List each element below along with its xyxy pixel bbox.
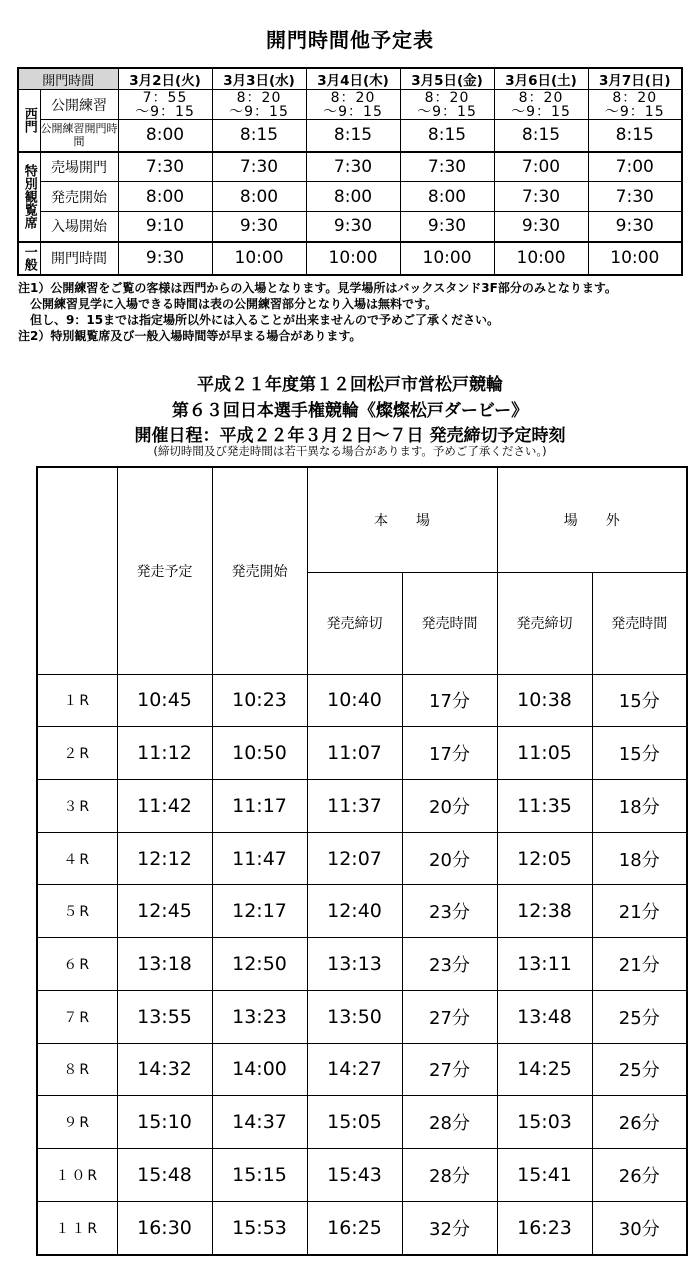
sale-begin-time: 13:23 [212, 990, 307, 1043]
race-label: ４R [37, 832, 117, 885]
main-sale-duration: 23分 [402, 938, 497, 991]
main-sale-duration: 27分 [402, 990, 497, 1043]
corner-label: 開門時間 [18, 68, 118, 90]
row-label: 発売開始 [40, 182, 118, 212]
race-row [37, 885, 687, 938]
main-close-time: 12:40 [307, 885, 402, 938]
race-row [37, 832, 687, 885]
out-close-time: 13:48 [497, 990, 592, 1043]
cell: 10:00 [306, 242, 400, 275]
start-time: 10:45 [117, 674, 212, 727]
date-header: 3月4日(木) [306, 68, 400, 90]
start-time: 16:30 [117, 1201, 212, 1255]
race-label: １１R [37, 1201, 117, 1255]
race-label: ５R [37, 885, 117, 938]
gate-time-row [18, 242, 682, 275]
date-header: 3月5日(金) [400, 68, 494, 90]
main-sale-duration: 17分 [402, 674, 497, 727]
main-close-time: 11:07 [307, 727, 402, 780]
start-time: 15:10 [117, 1096, 212, 1149]
out-close-time: 14:25 [497, 1043, 592, 1096]
out-sale-duration: 18分 [592, 779, 687, 832]
main-close-time: 14:27 [307, 1043, 402, 1096]
note-line: 但し、9：15までは指定場所以外には入ることが出来ませんので予めご了承ください。 [30, 313, 500, 327]
gate-time-table [17, 67, 683, 276]
race-label: １R [37, 674, 117, 727]
start-time: 12:12 [117, 832, 212, 885]
header-out-close: 発売締切 [497, 572, 592, 674]
cell: 9:30 [588, 212, 682, 242]
sale-begin-time: 12:17 [212, 885, 307, 938]
out-close-time: 11:05 [497, 727, 592, 780]
race-label: ８R [37, 1043, 117, 1096]
date-header-row [18, 68, 682, 90]
race-row [37, 1096, 687, 1149]
main-sale-duration: 28分 [402, 1148, 497, 1201]
row-label: 公開練習 [40, 90, 118, 120]
out-close-time: 13:11 [497, 938, 592, 991]
race-row [37, 1148, 687, 1201]
cell: 9:30 [212, 212, 306, 242]
cell: 8：20 ～9：15 [212, 90, 306, 120]
schedule-caveat: (締切時間及び発走時間は若干異なる場合があります。予めご了承ください。) [153, 444, 547, 458]
main-close-time: 12:07 [307, 832, 402, 885]
out-sale-duration: 21分 [592, 885, 687, 938]
header-main-duration: 発売時間 [402, 572, 497, 674]
out-close-time: 15:41 [497, 1148, 592, 1201]
start-time: 14:32 [117, 1043, 212, 1096]
group-label-special: 特別観覧席 [18, 152, 40, 242]
main-close-time: 16:25 [307, 1201, 402, 1255]
out-sale-duration: 25分 [592, 990, 687, 1043]
event-title: 平成２１年度第１２回松戸市営松戸競輪 [197, 375, 503, 395]
header-start: 発走予定 [117, 467, 212, 674]
cell: 8:15 [588, 120, 682, 152]
main-close-time: 10:40 [307, 674, 402, 727]
cell: 8:00 [212, 182, 306, 212]
out-close-time: 16:23 [497, 1201, 592, 1255]
out-sale-duration: 30分 [592, 1201, 687, 1255]
out-close-time: 12:05 [497, 832, 592, 885]
race-row [37, 674, 687, 727]
cell: 10:00 [494, 242, 588, 275]
main-close-time: 11:37 [307, 779, 402, 832]
out-close-time: 10:38 [497, 674, 592, 727]
entry-start-row [18, 212, 682, 242]
cell: 8:15 [306, 120, 400, 152]
cell: 9:10 [118, 212, 212, 242]
out-sale-duration: 26分 [592, 1096, 687, 1149]
event-subtitle: 第６３回日本選手権競輪《燦燦松戸ダービー》 [171, 401, 529, 421]
cell: 7:30 [212, 152, 306, 182]
cell: 9:30 [118, 242, 212, 275]
cell: 7:30 [588, 182, 682, 212]
sale-begin-time: 14:00 [212, 1043, 307, 1096]
cell: 7:30 [400, 152, 494, 182]
race-label: １０R [37, 1148, 117, 1201]
ticket-open-row [18, 152, 682, 182]
cell: 7：55 ～9：15 [118, 90, 212, 120]
cell: 10:00 [212, 242, 306, 275]
date-header: 3月7日(日) [588, 68, 682, 90]
main-sale-duration: 32分 [402, 1201, 497, 1255]
main-sale-duration: 27分 [402, 1043, 497, 1096]
cell: 10:00 [400, 242, 494, 275]
main-close-time: 13:13 [307, 938, 402, 991]
practice-row [18, 90, 682, 120]
cell: 8:00 [118, 120, 212, 152]
header-out-duration: 発売時間 [592, 572, 687, 674]
cell: 8:15 [494, 120, 588, 152]
main-sale-duration: 28分 [402, 1096, 497, 1149]
race-row [37, 938, 687, 991]
out-sale-duration: 21分 [592, 938, 687, 991]
out-sale-duration: 18分 [592, 832, 687, 885]
main-sale-duration: 20分 [402, 779, 497, 832]
date-header: 3月6日(土) [494, 68, 588, 90]
sale-begin-time: 10:50 [212, 727, 307, 780]
cell: 8：20 ～9：15 [588, 90, 682, 120]
cell: 7:30 [306, 152, 400, 182]
race-label: ３R [37, 779, 117, 832]
cell: 7:30 [118, 152, 212, 182]
cell: 9:30 [494, 212, 588, 242]
race-label: ９R [37, 1096, 117, 1149]
date-header: 3月3日(水) [212, 68, 306, 90]
schedule-heading: 開催日程：平成２２年３月２日～７日 発売締切予定時刻 [134, 426, 566, 446]
out-sale-duration: 15分 [592, 674, 687, 727]
race-label: ７R [37, 990, 117, 1043]
start-time: 13:18 [117, 938, 212, 991]
cell: 10:00 [588, 242, 682, 275]
start-time: 12:45 [117, 885, 212, 938]
header-main-close: 発売締切 [307, 572, 402, 674]
out-sale-duration: 25分 [592, 1043, 687, 1096]
cell: 7:00 [588, 152, 682, 182]
start-time: 11:12 [117, 727, 212, 780]
cell: 8：20 ～9：15 [494, 90, 588, 120]
header-main-venue: 本 場 [307, 467, 497, 572]
header-outside-venue: 場 外 [497, 467, 687, 572]
start-time: 11:42 [117, 779, 212, 832]
out-close-time: 11:35 [497, 779, 592, 832]
page-title: 開門時間他予定表 [266, 28, 434, 52]
cell: 8:15 [400, 120, 494, 152]
row-label: 公開練習開門時間 [40, 120, 118, 152]
sale-begin-time: 11:47 [212, 832, 307, 885]
cell: 8:15 [212, 120, 306, 152]
race-schedule-table [36, 466, 688, 1256]
out-sale-duration: 15分 [592, 727, 687, 780]
race-row [37, 727, 687, 780]
group-label-general: 一般 [18, 242, 40, 275]
cell: 8：20 ～9：15 [400, 90, 494, 120]
start-time: 15:48 [117, 1148, 212, 1201]
race-label: ２R [37, 727, 117, 780]
note-line: 注1）公開練習をご覧の客様は西門からの入場となります。見学場所はバックスタンド3F部分のみとなります。 [18, 281, 617, 295]
practice-gate-row [18, 120, 682, 152]
race-row [37, 990, 687, 1043]
sale-begin-time: 15:53 [212, 1201, 307, 1255]
cell: 7:30 [494, 182, 588, 212]
out-sale-duration: 26分 [592, 1148, 687, 1201]
sale-start-row [18, 182, 682, 212]
main-sale-duration: 17分 [402, 727, 497, 780]
notes [18, 280, 688, 344]
header-sale-begin: 発売開始 [212, 467, 307, 674]
main-close-time: 13:50 [307, 990, 402, 1043]
sale-begin-time: 14:37 [212, 1096, 307, 1149]
date-header: 3月2日(火) [118, 68, 212, 90]
race-label: ６R [37, 938, 117, 991]
header-empty [37, 467, 117, 674]
cell: 8:00 [400, 182, 494, 212]
main-close-time: 15:05 [307, 1096, 402, 1149]
race-row [37, 1201, 687, 1255]
main-sale-duration: 20分 [402, 832, 497, 885]
race-row [37, 779, 687, 832]
sale-begin-time: 15:15 [212, 1148, 307, 1201]
sale-begin-time: 10:23 [212, 674, 307, 727]
out-close-time: 12:38 [497, 885, 592, 938]
note-line: 公開練習見学に入場できる時間は表の公開練習部分となり入場は無料です。 [30, 297, 438, 311]
note-line: 注2）特別観覧席及び一般入場時間等が早まる場合があります。 [18, 329, 362, 343]
group-label-west: 西門 [18, 90, 40, 152]
sale-begin-time: 12:50 [212, 938, 307, 991]
cell: 9:30 [400, 212, 494, 242]
header-row [37, 467, 687, 572]
row-label: 売場開門 [40, 152, 118, 182]
cell: 9:30 [306, 212, 400, 242]
start-time: 13:55 [117, 990, 212, 1043]
cell: 7:00 [494, 152, 588, 182]
cell: 8:00 [118, 182, 212, 212]
row-label: 入場開始 [40, 212, 118, 242]
out-close-time: 15:03 [497, 1096, 592, 1149]
race-row [37, 1043, 687, 1096]
sale-begin-time: 11:17 [212, 779, 307, 832]
main-sale-duration: 23分 [402, 885, 497, 938]
cell: 8：20 ～9：15 [306, 90, 400, 120]
main-close-time: 15:43 [307, 1148, 402, 1201]
row-label: 開門時間 [40, 242, 118, 275]
cell: 8:00 [306, 182, 400, 212]
